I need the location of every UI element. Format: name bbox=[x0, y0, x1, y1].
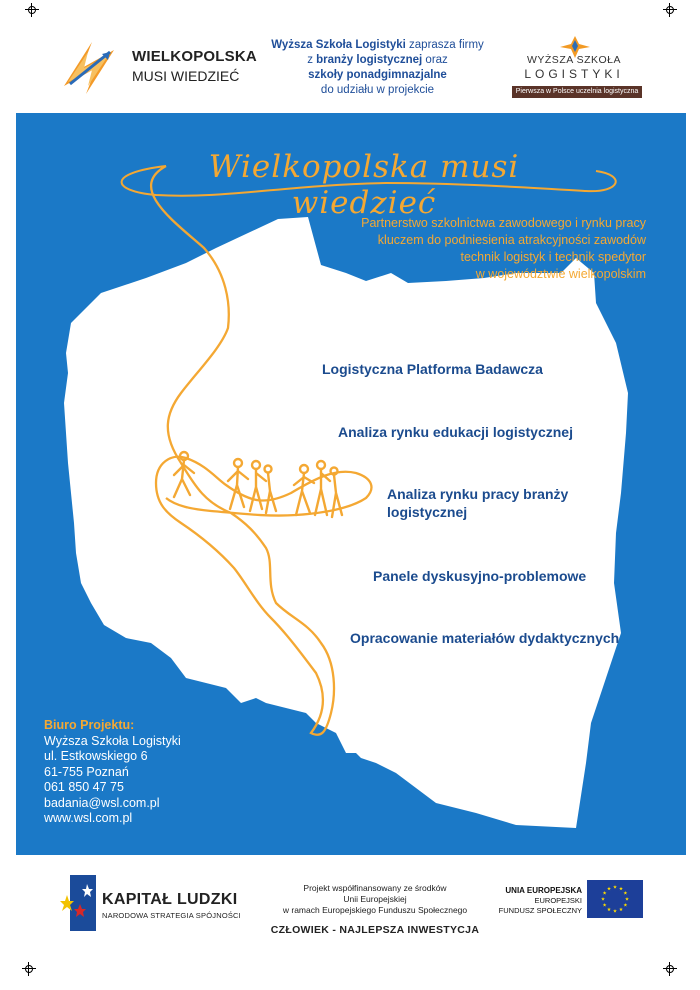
cofinance-line: Projekt współfinansowany ze środków bbox=[303, 883, 447, 893]
task-item bbox=[338, 423, 573, 441]
registration-mark-icon bbox=[22, 962, 36, 976]
wm-arrows-logo bbox=[58, 38, 122, 98]
wsl-logo-line1: WYŻSZA SZKOŁA bbox=[526, 54, 622, 66]
subtitle-line: kluczem do podniesienia atrakcyjności zawodów bbox=[377, 233, 646, 247]
eu-label-line3: FUNDUSZ SPOŁECZNY bbox=[498, 906, 582, 915]
wielkopolska-logo bbox=[58, 38, 258, 98]
invite-school: Wyższa Szkoła Logistyki bbox=[271, 39, 406, 51]
eu-label-line1: UNIA EUROPEJSKA bbox=[505, 886, 582, 895]
task-label: Opracowanie materiałów dydaktycznych bbox=[350, 630, 620, 646]
eu-label bbox=[498, 886, 582, 916]
task-item bbox=[373, 567, 586, 585]
kapital-ludzki-logo bbox=[56, 875, 96, 931]
kapital-ludzki-logo-block bbox=[56, 875, 256, 935]
subtitle-line: technik logistyk i technik spedytor bbox=[460, 250, 646, 264]
task-label: Panele dyskusyjno-problemowe bbox=[373, 568, 587, 584]
project-office bbox=[44, 718, 181, 827]
cofinance-line: Unii Europejskiej bbox=[343, 894, 407, 904]
task-item bbox=[322, 360, 543, 378]
task-label: logistycznej bbox=[387, 504, 468, 520]
kl-subtitle: NARODOWA STRATEGIA SPÓJNOŚCI bbox=[102, 911, 241, 920]
cofinance-line: w ramach Europejskiego Funduszu Społecznego bbox=[282, 905, 468, 915]
subtitle-line: w województwie wielkopolskim bbox=[475, 267, 646, 281]
wsl-logo bbox=[510, 36, 650, 102]
wm-logo-line1: WIELKOPOLSKA bbox=[132, 48, 257, 65]
main-panel bbox=[16, 113, 686, 855]
header-invite bbox=[270, 38, 485, 98]
registration-mark-icon bbox=[663, 962, 677, 976]
office-heading: Biuro Projektu: bbox=[44, 718, 135, 732]
invite-industry: branży logistycznej bbox=[316, 54, 423, 66]
footer-slogan: CZŁOWIEK - NAJLEPSZA INWESTYCJA bbox=[270, 924, 480, 936]
task-item bbox=[350, 629, 619, 647]
subtitle bbox=[286, 215, 646, 283]
registration-mark-icon bbox=[663, 3, 677, 17]
cofinance-note bbox=[255, 883, 495, 916]
wsl-logo-line2: LOGISTYKI bbox=[524, 67, 624, 81]
office-line: 61-755 Poznań bbox=[44, 764, 129, 779]
subtitle-line: Partnerstwo szkolnictwa zawodowego i rynku pracy bbox=[361, 216, 646, 230]
invite-closing: do udziału w projekcie bbox=[320, 84, 435, 96]
kl-title: KAPITAŁ LUDZKI bbox=[102, 891, 238, 908]
registration-mark-icon bbox=[25, 3, 39, 17]
office-line: Wyższa Szkoła Logistyki bbox=[44, 733, 181, 748]
task-label: Analiza rynku edukacji logistycznej bbox=[338, 424, 573, 440]
eu-flag-icon bbox=[587, 880, 643, 918]
invite-text: zaprasza firmy z bbox=[307, 39, 484, 66]
task-item bbox=[387, 485, 568, 521]
wsl-banner: Pierwsza w Polsce uczelnia logistyczna bbox=[512, 86, 642, 98]
office-line: ul. Estkowskiego 6 bbox=[44, 749, 148, 763]
office-phone: 061 850 47 75 bbox=[44, 780, 124, 794]
task-label: Logistyczna Platforma Badawcza bbox=[322, 361, 543, 377]
eu-label-line2: EUROPEJSKI bbox=[534, 896, 582, 905]
invite-schools: szkoły ponadgimnazjalne bbox=[308, 69, 447, 81]
office-website: www.wsl.com.pl bbox=[44, 811, 133, 825]
task-label: Analiza rynku pracy branży bbox=[387, 486, 569, 502]
office-email: badania@wsl.com.pl bbox=[44, 795, 160, 810]
invite-text: oraz bbox=[422, 54, 448, 66]
wm-logo-line2: MUSI WIEDZIEĆ bbox=[132, 68, 240, 84]
main-title: Wielkopolska musi wiedzieć bbox=[208, 149, 520, 221]
